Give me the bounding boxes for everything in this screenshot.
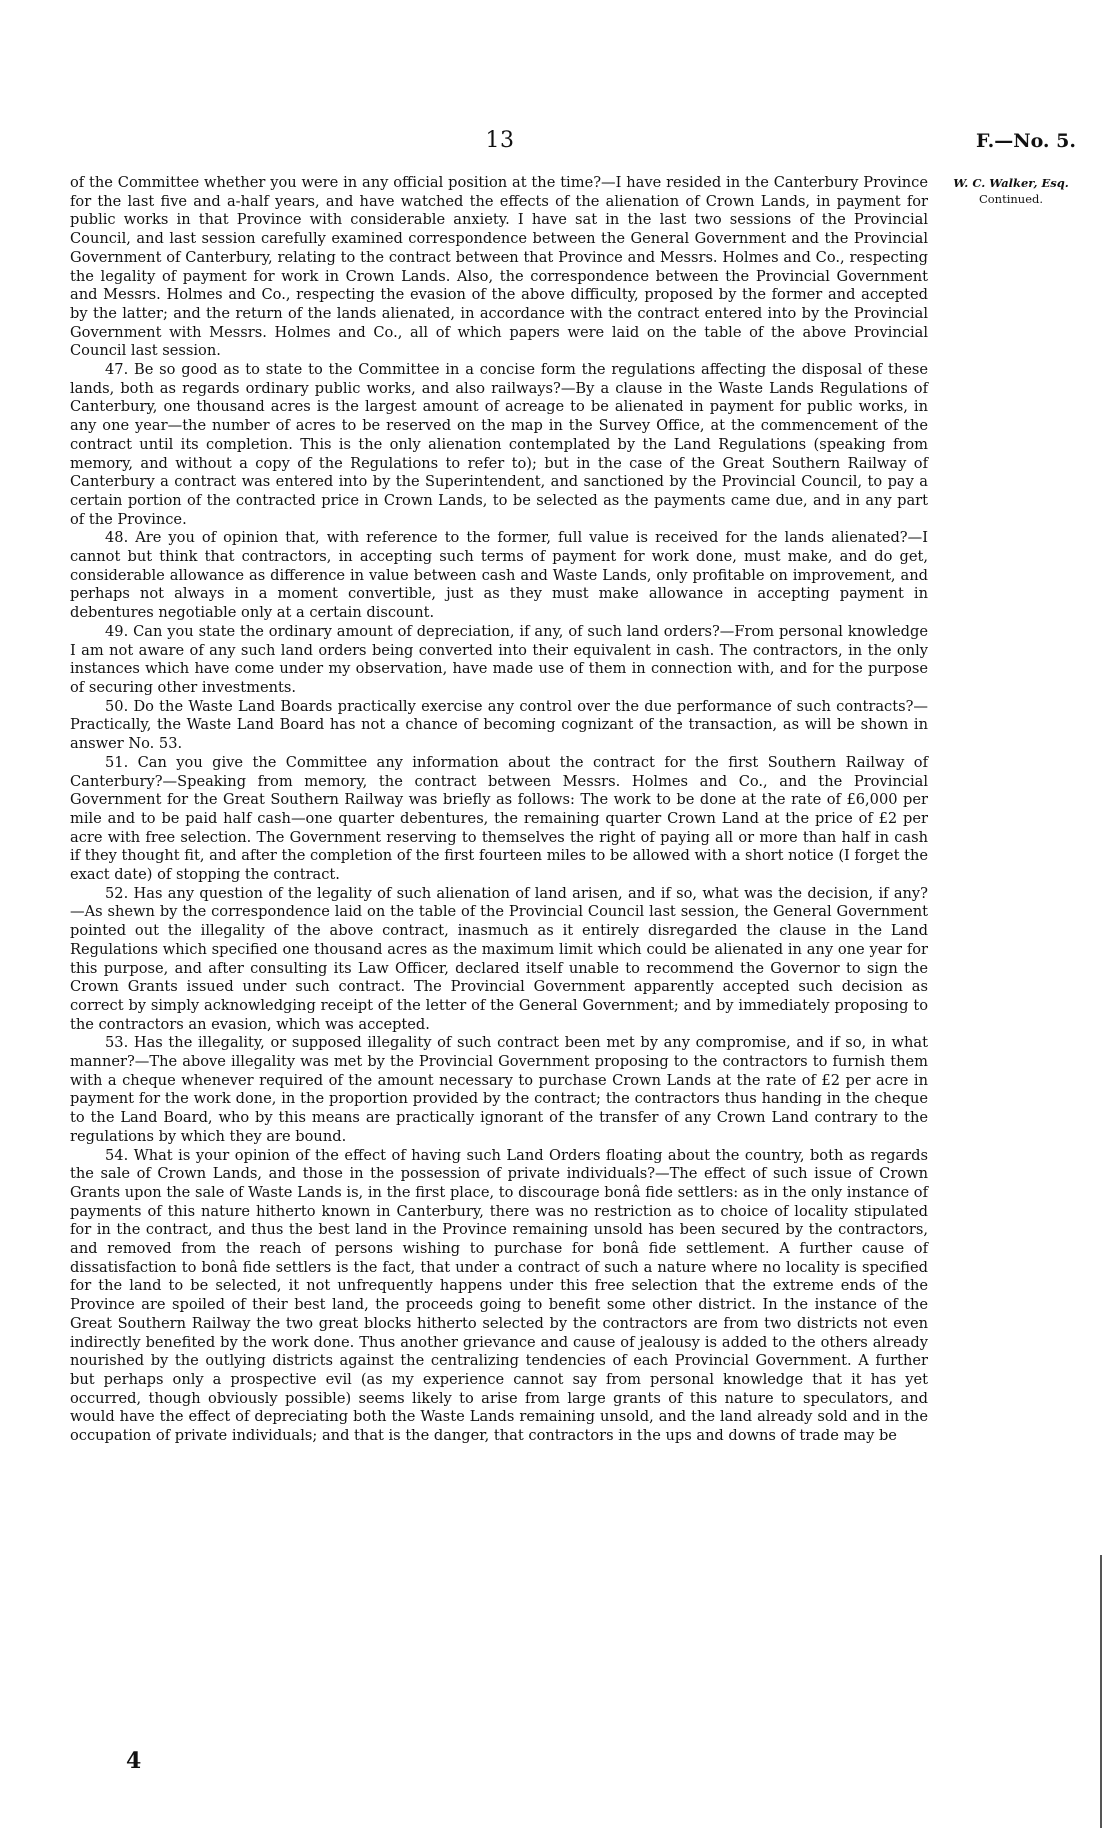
paragraph-question-47: 47. Be so good as to state to the Committee in a concise form the regulations affecting the disposal of these lands, both as regards ordinary public works, and also railways?—By a clause in the Waste Lands Regulations of Canterbury, one thousand acres is the largest amount of acreage to be alienated in payment for public works, in any one year—the number of acres to be reserved on the map in the Survey Office, at the commencement of the contract until its completion. This is the only alienation contemplated by the Land Regulations (speaking from memory, and without a copy of the Regulations to refer to); but in the case of the Great Southern Railway of Canterbury a contract was entered into by the Superintendent, and sanctioned by the Provincial Council, to pay a certain portion of the contracted price in Crown Lands, to be selected as the payments came due, and in any part of the Province. <box>70 361 928 528</box>
paragraph-question-53: 53. Has the illegality, or supposed illegality of such contract been met by any compromise, and if so, in what manner?—The above illegality was met by the Provincial Government proposing to the contractors to furnish them with a cheque whenever required of the amount necessary to purchase Crown Lands at the rate of £2 per acre in payment for the work done, in the proportion provided by the contract; the contractors thus handing in the cheque to the Land Board, who by this means are practically ignorant of the transfer of any Crown Land contrary to the regulations by which they are bound. <box>70 1034 928 1145</box>
document-reference: F.—No. 5. <box>976 130 1076 152</box>
paragraph-continuation: of the Committee whether you were in any official position at the time?—I have resided in the Canterbury Province for the last five and a-half years, and have watched the effects of the alienation of Crown Lands, in payment for public works in that Province with considerable anxiety. I have sat in the last two sessions of the Provincial Council, and last session carefully examined correspondence between the General Government and the Provincial Government of Canterbury, relating to the contract between that Province and Messrs. Holmes and Co., respecting the legality of payment for work in Crown Lands. Also, the correspondence between the Provincial Government and Messrs. Holmes and Co., respecting the evasion of the above difficulty, proposed by the former and accepted by the latter; and the return of the lands alienated, in accordance with the contract entered into by the Provincial Government with Messrs. Holmes and Co., all of which papers were laid on the table of the above Provincial Council last session. <box>70 174 928 360</box>
page-number: 13 <box>485 128 515 153</box>
paragraph-question-50: 50. Do the Waste Land Boards practically exercise any control over the due performance of such contracts?—Practically, the Waste Land Board has not a chance of becoming cognizant of the transaction, as will be shown in answer No. 53. <box>70 697 928 753</box>
page-edge-rule <box>1100 1555 1102 1828</box>
witness-name: W. C. Walker, Esq. <box>953 176 1069 190</box>
paragraph-question-48: 48. Are you of opinion that, with reference to the former, full value is received for the lands alienated?—I cannot but think that contractors, in accepting such terms of payment for work done, must make, and do get, considerable allowance as difference in value between cash and Waste Lands, only profitable on improvement, and perhaps not always in a moment convertible, just as they must make allowance in accepting payment in debentures negotiable only at a certain discount. <box>70 529 928 622</box>
signature-mark: 4 <box>126 1748 142 1774</box>
paragraph-question-54: 54. What is your opinion of the effect of having such Land Orders floating about the country, both as regards the sale of Crown Lands, and those in the possession of private individuals?—The effect of such issue of Crown Grants upon the sale of Waste Lands is, in the first place, to discourage bonâ fide settlers: as in the only instance of payments of this nature hitherto known in Canterbury, there was no restriction as to choice of locality stipulated for in the contract, and thus the best land in the Province remaining unsold has been secured by the contractors, and removed from the reach of persons wishing to purchase for bonâ fide settlement. A further cause of dissatisfaction to bonâ fide settlers is the fact, that under a contract of such a nature where no locality is specified for the land to be selected, it not unfrequently happens under this free selection that the extreme ends of the Province are spoiled of their best land, the proceeds going to benefit some other district. In the instance of the Great Southern Railway the two great blocks hitherto selected by the contractors are from two districts not even indirectly benefited by the work done. Thus another grievance and cause of jealousy is added to the others already nourished by the outlying districts against the centralizing tendencies of each Provincial Government. A further but perhaps only a prospective evil (as my experience cannot say from personal knowledge that it has yet occurred, though obviously possible) seems likely to arise from large grants of this nature to speculators, and would have the effect of depreciating both the Waste Lands remaining unsold, and the land already sold and in the occupation of private individuals; and that is the danger, that contractors in the ups and downs of trade may be <box>70 1146 928 1445</box>
body-text <box>70 174 928 1446</box>
paragraph-question-52: 52. Has any question of the legality of such alienation of land arisen, and if so, what was the decision, if any?—As shewn by the correspondence laid on the table of the Provincial Council last session, the General Government pointed out the illegality of the above contract, inasmuch as it entirely disregarded the clause in the Land Regulations which specified one thousand acres as the maximum limit which could be alienated in any one year for this purpose, and after consulting its Law Officer, declared itself unable to recommend the Governor to sign the Crown Grants issued under such contract. The Provincial Government apparently accepted such decision as correct by simply acknowledging receipt of the letter of the General Government; and by immediately proposing to the contractors an evasion, which was accepted. <box>70 884 928 1033</box>
paragraph-question-49: 49. Can you state the ordinary amount of depreciation, if any, of such land orders?—From personal knowledge I am not aware of any such land orders being converted into their equivalent in cash. The contractors, in the only instances which have come under my observation, have made use of them in connection with, and for the purpose of securing other investments. <box>70 622 928 696</box>
paragraph-question-51: 51. Can you give the Committee any information about the contract for the first Southern Railway of Canterbury?—Speaking from memory, the contract between Messrs. Holmes and Co., and the Provincial Government for the Great Southern Railway was briefly as follows: The work to be done at the rate of £6,000 per mile and to be paid half cash—one quarter debentures, the remaining quarter Crown Land at the price of £2 per acre with free selection. The Government reserving to themselves the right of paying all or more than half in cash if they thought fit, and after the completion of the first fourteen miles to be allowed with a short notice (I forget the exact date) of stopping the contract. <box>70 753 928 884</box>
continued-label: Continued. <box>978 191 1044 206</box>
margin-note <box>936 176 1086 207</box>
